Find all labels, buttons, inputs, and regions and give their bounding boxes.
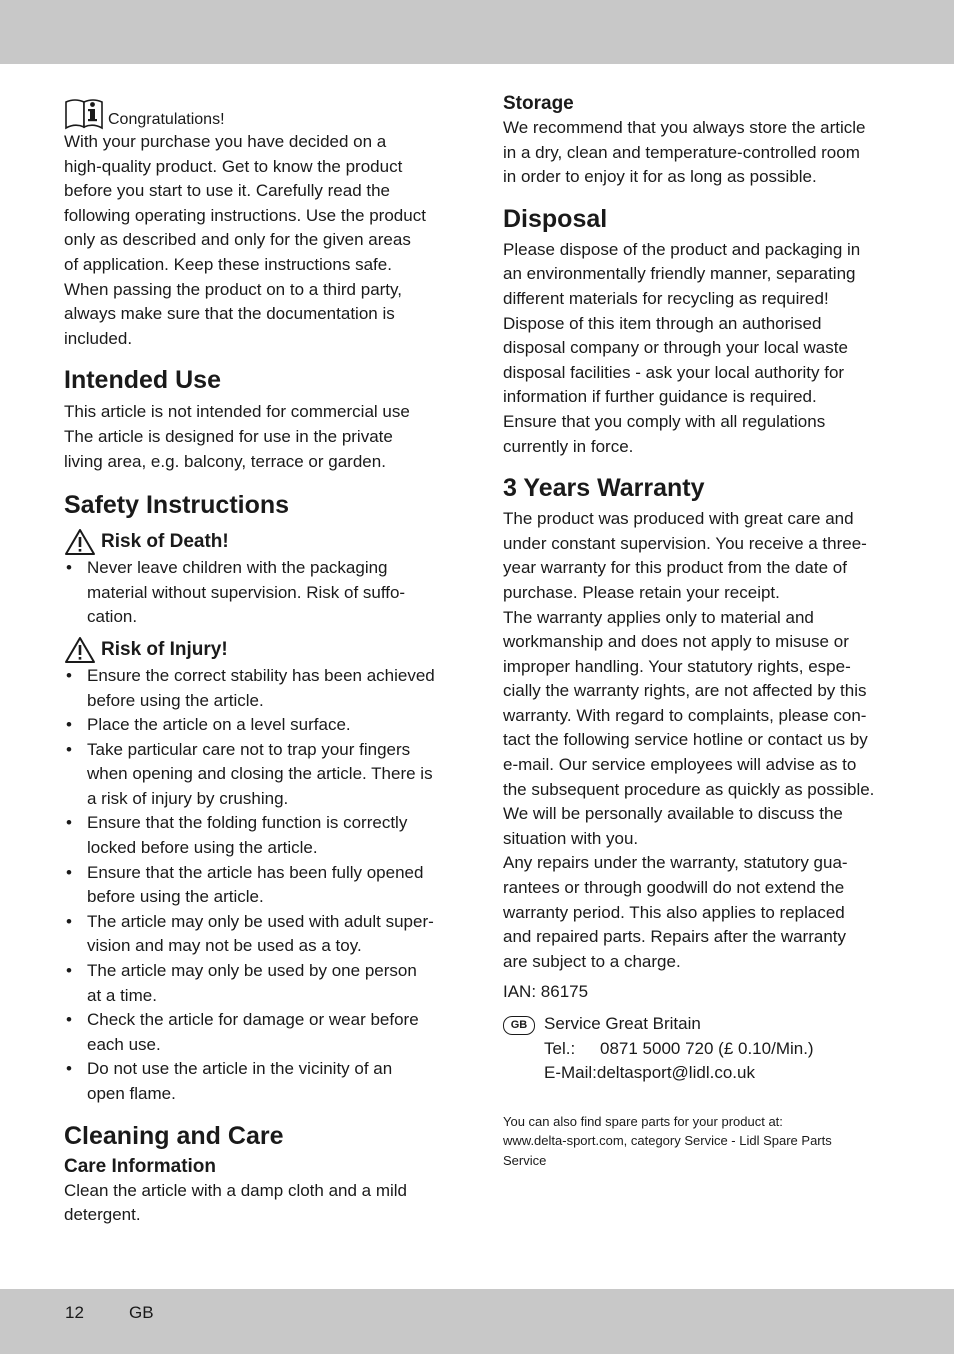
tel-label: Tel.: [544,1038,576,1058]
spare-parts-line: You can also find spare parts for your product at: [503,1113,783,1129]
intended-use-paragraph [64,400,456,474]
warranty-line: warranty. With regard to complaints, please con- [503,705,867,725]
warranty-line: workmanship and does not apply to misuse or [503,632,849,652]
risk-of-injury-heading [64,636,456,664]
intended-use-heading: Intended Use [64,366,221,395]
spare-parts-line: Service [503,1152,547,1168]
warranty-line: improper handling. Your statutory rights, espe- [503,656,851,676]
disposal-line: Please dispose of the product and packaging in [503,239,861,259]
risk-of-death-list [64,556,456,630]
warranty-line: The warranty applies only to material and [503,607,814,627]
safety-instructions-heading: Safety Instructions [64,491,290,520]
left-column [64,92,456,1228]
intended-use-line: This article is not intended for commercial use [64,402,410,422]
warranty-line: the subsequent procedure as quickly as possible. [503,779,875,799]
disposal-heading: Disposal [503,204,608,233]
page-number: 12 [65,1303,84,1322]
risk-of-injury-label: Risk of Injury! [101,638,228,660]
warning-triangle-icon [64,528,96,556]
intended-use-line: The article is designed for use in the private [64,426,393,446]
warning-triangle-icon [64,636,96,664]
disposal-line: disposal facilities - ask your local authority for [503,362,845,382]
list-item: • Ensure that the folding function is correctly locked before using the article. [64,811,456,860]
warranty-line: situation with you. [503,828,639,848]
service-name: Service Great Britain [544,1014,701,1033]
intro-line: following operating instructions. Use the product [64,205,426,225]
intro-paragraph [64,130,456,351]
storage-line: We recommend that you always store the article [503,118,866,137]
storage-line: in a dry, clean and temperature-controlled room [503,142,860,162]
risk-of-injury-list [64,664,456,1107]
list-item: • Place the article on a level surface. [64,713,456,738]
warranty-line: year warranty for this product from the date of [503,558,847,578]
tel-value: 0871 5000 720 (£ 0.10/Min.) [600,1038,814,1058]
care-information-paragraph [64,1179,456,1228]
warranty-line: purchase. Please retain your receipt. [503,582,780,602]
warranty-line: cially the warranty rights, are not affected by this [503,681,867,701]
storage-line: in order to enjoy it for as long as possible. [503,167,817,187]
list-item: • Do not use the article in the vicinity of an open flame. [64,1057,456,1106]
disposal-line: currently in force. [503,436,634,456]
service-contact [503,1012,893,1086]
warranty-line: under constant supervision. You receive a three- [503,533,867,553]
intro-line: With your purchase you have decided on a [64,132,387,151]
intro-line: before you start to use it. Carefully read the [64,181,391,201]
disposal-line: information if further guidance is required. [503,387,817,407]
spare-parts-note [503,1112,893,1171]
service-details [544,1012,814,1086]
warranty-line: tact the following service hotline or contact us by [503,730,868,750]
country-code: GB [129,1303,154,1322]
service-phone [544,1037,814,1062]
warranty-line: rantees or through goodwill do not extend the [503,878,845,898]
intro-line: of application. Keep these instructions safe. [64,254,392,274]
disposal-paragraph [503,238,893,459]
header-bar [0,0,954,64]
cleaning-and-care-heading: Cleaning and Care [64,1121,284,1150]
intro-line: included. [64,328,133,348]
list-item: • The article may only be used by one person at a time. [64,959,456,1008]
intro-line: When passing the product on to a third party, [64,279,402,299]
warranty-line: are subject to a charge. [503,951,681,971]
intro-line: high-quality product. Get to know the product [64,156,403,176]
intro-heading [64,96,456,130]
disposal-line: different materials for recycling as required! [503,288,829,308]
warranty-line: Any repairs under the warranty, statutory gua- [503,853,848,873]
warranty-paragraph [503,507,893,974]
care-line: Clean the article with a damp cloth and a mild [64,1180,408,1200]
spare-parts-line: www.delta-sport.com, category Service - Lidl Spare Parts [503,1133,832,1149]
info-book-icon [64,96,105,130]
risk-of-death-heading [64,528,456,556]
care-line: detergent. [64,1205,141,1225]
list-item: • Check the article for damage or wear before each use. [64,1008,456,1057]
warranty-line: We will be personally available to discuss the [503,804,843,824]
disposal-line: disposal company or through your local waste [503,338,848,358]
warranty-line: and repaired parts. Repairs after the warranty [503,927,847,947]
list-item: • The article may only be used with adult super- vision and may not be used as a toy. [64,910,456,959]
gb-country-badge: GB [503,1016,535,1035]
warranty-heading: 3 Years Warranty [503,474,705,503]
warranty-line: e-mail. Our service employees will advise as to [503,755,857,775]
storage-heading: Storage [503,93,574,114]
warranty-line: The product was produced with great care and [503,509,854,529]
disposal-line: Ensure that you comply with all regulations [503,411,826,431]
intended-use-line: living area, e.g. balcony, terrace or garden. [64,451,386,471]
disposal-line: Dispose of this item through an authorised [503,313,822,333]
risk-of-death-label: Risk of Death! [101,531,229,553]
right-column [503,92,893,1171]
intro-line: only as described and only for the given areas [64,230,411,250]
storage-paragraph [503,116,893,190]
intro-line: always make sure that the documentation is [64,304,395,324]
ian-number: IAN: 86175 [503,982,589,1002]
list-item: • Take particular care not to trap your fingers when opening and closing the article. There is a risk of injury by crushing. [64,738,456,812]
list-item: • Never leave children with the packaging material without supervision. Risk of suffo- cation. [64,556,456,630]
congratulations-text: Congratulations! [108,111,225,128]
care-information-heading: Care Information [64,1155,217,1177]
list-item: • Ensure the correct stability has been achieved before using the article. [64,664,456,713]
service-email: E-Mail:deltasport@lidl.co.uk [544,1063,755,1083]
disposal-line: an environmentally friendly manner, separating [503,264,856,284]
list-item: • Ensure that the article has been fully opened before using the article. [64,861,456,910]
warranty-line: warranty period. This also applies to replaced [503,902,845,922]
